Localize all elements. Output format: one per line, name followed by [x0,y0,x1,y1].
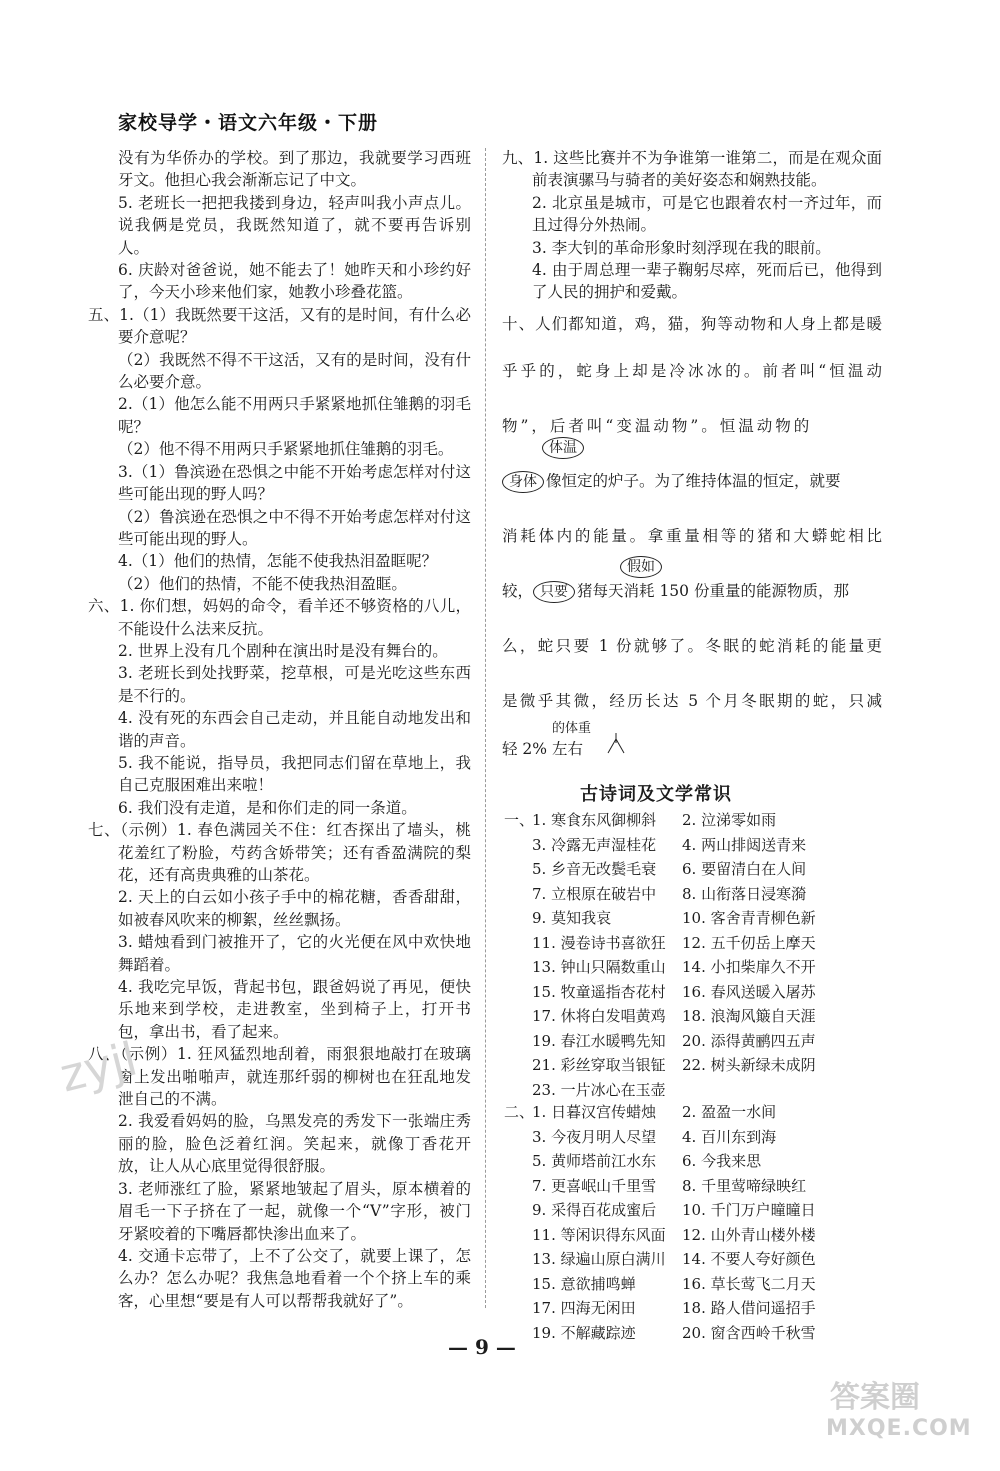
poem-answer: 6. 今我来思 [682,1152,762,1170]
poem-row [504,857,816,882]
poem-row [504,931,816,956]
paragraph: 没有为华侨办的学校。到了那边，我就要学习西班牙文。他担心我会渐渐忘记了中文。 [118,149,471,190]
poem-answer: 14. 不要人夸好颜色 [682,1250,816,1268]
poem-answer: 16. 草长莺飞二月天 [682,1274,816,1293]
paragraph: 2. 北京虽是城市，可是它也跟着农村一齐过年，而且过得分外热闹。 [532,193,882,235]
essay-text: 像恒定的炉子。为了维持体温的恒定，就要 [546,471,841,490]
poem-row [504,1004,816,1029]
poem-row [504,1053,816,1078]
paragraph: 七、（示例）1. 春色满园关不住：红杏探出了墙头，桃花羞红了粉脸，芍药含娇带笑；还有香盈满院的梨花，还有高贵典雅的山茶花。 [88,821,471,884]
poem-answer: 23. 一片冰心在玉壶 [532,1080,666,1099]
essay-row: 十、人们都知道，鸡，猫，狗等动物和人身上都是暖 [502,314,882,333]
paragraph: （2）我既然不得不干这活，又有的是时间，没有什么必要介意。 [118,350,471,392]
paragraph: 2. 天上的白云如小孩子手中的棉花糖，香香甜甜，如被春风吹来的柳絮，丝丝飘扬。 [118,888,471,929]
correction-circle: 身体 [502,471,544,493]
poem-answer: 21. 彩丝穿取当银钲 [532,1056,666,1074]
essay-text: 物”，后者叫“变温动物”。恒温动物的 [502,416,813,435]
left-column [88,147,471,1312]
paragraph: 九、1. 这些比赛并不为争谁第一谁第二，而是在观众面前表演骡马与骑者的美好姿态和娴熟技能。 [502,149,882,190]
essay-text: 猪每天消耗 150 份重量的能源物质，那 [577,581,849,600]
paragraph: 五、1.（1）我既然要干这活，又有的是时间，有什么必要介意呢？ [88,305,471,347]
watermark-url: MXQE.COM [826,1416,972,1441]
poem-answer: 11. 漫卷诗书喜欲狂 [532,933,666,952]
paragraph: （2）他们的热情，不能不使我热泪盈眶。 [118,574,407,593]
poem-row [504,980,816,1005]
poem-answer: 15. 意欲捕鸣蝉 [532,1274,636,1293]
paragraph: 6. 我们没有走道，是和你们走的同一条道。 [118,798,417,817]
watermark-corner: zyjl [54,1031,143,1103]
paragraph: 2. 世界上没有几个剧种在演出时是没有舞台的。 [118,641,448,660]
poem-row [504,1321,816,1346]
poem-row [504,833,816,858]
paragraph: 八、（示例）1. 狂风猛烈地刮着，雨狠狠地敲打在玻璃窗上发出啪啪声，就连那纤弱的柳树也在狂乱地发泄自己的不满。 [88,1045,471,1109]
paragraph: 4.（1）他们的热情，怎能不使我热泪盈眶呢？ [118,552,438,571]
poem-row [504,1149,816,1174]
poem-answer: 17. 四海无闲田 [532,1299,636,1317]
poem-answers-2 [504,1100,816,1345]
poem-answer: 5. 乡音无改鬓毛衰 [532,860,657,878]
poem-answer: 3. 今夜月明人尽望 [532,1127,657,1146]
paragraph: 3.（1）鲁滨逊在恐惧之中能不开始考虑怎样对付这些可能出现的野人吗？ [118,462,471,504]
page-header: 家校导学・语文六年级・下册 [118,112,379,134]
poem-answer: 12. 五千仞岳上摩天 [682,933,816,952]
poem-row [504,1296,816,1321]
paragraph: 4. 由于周总理一辈子鞠躬尽瘁，死而后已，他得到了人民的拥护和爱戴。 [532,261,882,302]
poem-answer: 4. 两山排闼送青来 [682,835,807,854]
poem-answer: 13. 钟山只隔数重山 [532,958,666,976]
paragraph: 5. 老班长一把把我搂到身边，轻声叫我小声点儿。说我俩是党员，我既然知道了，就不要再告诉别人。 [118,193,471,257]
section-title: 古诗词及文学常识 [580,784,732,805]
poem-answer: 2. 泣涕零如雨 [682,811,777,829]
poem-answer: 22. 树头新绿未成阴 [682,1056,816,1074]
essay-row [502,399,882,454]
paragraph: 六、1. 你们想，妈妈的命令，看羊还不够资格的八儿，不能设什么法来反抗。 [88,597,471,638]
paragraph: 4. 我吃完早饭，背起书包，跟爸妈说了再见，便快乐地来到学校，走进教室，坐到椅子上，打开书包，拿出书，看了起来。 [118,978,471,1041]
paragraph: 3. 李大钊的革命形象时刻浮现在我的眼前。 [532,238,831,257]
poem-row [504,1029,816,1054]
poem-row [504,1100,816,1125]
page-number: — 9 — [448,1335,516,1359]
essay-row: 消耗体内的能量。拿重量相等的猪和大蟒蛇相比 [502,526,882,545]
right-column [502,147,882,769]
poem-answers-1 [504,808,816,1102]
correction-circle: 体温 [542,437,584,459]
poem-answer: 9. 莫知我哀 [532,909,612,927]
paragraph: 4. 交通卡忘带了，上不了公交了，就要上课了，怎么办？怎么办呢？我焦急地看着一个个挤上车的乘客，心里想“要是有人可以帮帮我就好了”。 [118,1246,471,1310]
poem-answer: 4. 百川东到海 [682,1127,777,1146]
correction-circle: 假如 [620,556,662,578]
poem-answer: 9. 采得百花成蜜后 [532,1201,657,1219]
paragraph: 2. 我爱看妈妈的脸，乌黑发亮的秀发下一张端庄秀丽的脸，脸色泛着红润。笑起来，就像丁香花开放，让人从心底里觉得很舒服。 [118,1112,471,1176]
paragraph: （2）他不得不用两只手紧紧地抓住雏鹅的羽毛。 [118,440,454,459]
essay-text: 较， [502,581,534,600]
part-label: 二、 [504,1103,535,1121]
poem-answer: 17. 休将白发唱黄鸡 [532,1007,666,1025]
essay-row [502,558,882,619]
essay-row: 乎乎的，蛇身上却是冷冰冰的。前者叫“恒温动 [502,361,882,380]
poem-row [504,882,816,907]
poem-answer: 19. 不解藏踪迹 [532,1323,636,1342]
poem-answer: 3. 冷露无声湿桂花 [532,835,657,854]
poem-answer: 8. 山衔落日浸寒漪 [682,884,807,903]
poem-answer: 15. 牧童遥指杏花村 [532,982,666,1001]
poem-answer: 20. 添得黄鹂四五声 [682,1031,816,1050]
paragraph: 4. 没有死的东西会自己走动，并且能自动地发出和谐的声音。 [118,709,471,750]
poem-answer: 18. 路人借问遥招手 [682,1299,816,1317]
poem-answer: 6. 要留清白在人间 [682,860,807,878]
poem-row [504,808,816,833]
poem-answer: 19. 春江水暖鸭先知 [532,1031,666,1050]
poem-answer: 14. 小扣柴扉久不开 [682,958,816,976]
paragraph: 3. 老师涨红了脸，紧紧地皱起了眉头，原本横着的眉毛一下子挤在了一起，就像一个“V”字形，被门牙紧咬着的下嘴唇都快渗出血来了。 [118,1179,471,1243]
insert-mark-icon [606,733,636,763]
essay-row [502,720,882,769]
paragraph: （2）鲁滨逊在恐惧之中不得不开始考虑怎样对付这些可能出现的野人。 [118,507,471,548]
poem-answer: 10. 千门万户曈曈日 [682,1201,816,1219]
poem-row [504,1198,816,1223]
inserted-text: 的体重 [552,720,592,736]
poem-answer: 10. 客舍青青柳色新 [682,909,816,927]
watermark-brand: 答案圈 [830,1380,920,1415]
poem-row [504,906,816,931]
poem-answer: 18. 浪淘风簸自天涯 [682,1007,816,1025]
poem-row [504,1247,816,1272]
poem-row [504,1125,816,1150]
poem-row [504,1174,816,1199]
poem-answer: 12. 山外青山楼外楼 [682,1225,816,1244]
paragraph: 3. 老班长到处找野菜，挖草根，可是光吃这些东西是不行的。 [118,664,471,705]
poem-answer: 2. 盈盈一水间 [682,1103,777,1121]
poem-answer: 7. 立根原在破岩中 [532,884,657,903]
part-label: 一、 [504,811,535,829]
divider [485,148,486,1308]
paragraph: 3. 蜡烛看到门被推开了，它的火光便在风中欢快地舞蹈着。 [118,933,471,974]
poem-answer: 1. 日暮汉宫传蜡烛 [532,1103,657,1121]
poem-answer: 8. 千里莺啼绿映红 [682,1176,807,1195]
poem-answer: 5. 黄师塔前江水东 [532,1152,657,1170]
poem-answer: 20. 窗含西岭千秋雪 [682,1323,816,1342]
essay-correction [502,304,882,769]
poem-answer: 16. 春风送暖入屠苏 [682,982,816,1001]
poem-row [504,1272,816,1297]
essay-text: 轻 2% 左右 [502,739,583,758]
poem-answer: 7. 更喜岷山千里雪 [532,1176,657,1195]
poem-row [504,955,816,980]
paragraph: 2.（1）他怎么能不用两只手紧紧地抓住雏鹅的羽毛呢？ [118,395,471,436]
essay-row: 么，蛇只要 1 份就够了。冬眠的蛇消耗的能量更 [502,636,882,655]
poem-answer: 13. 绿遍山原白满川 [532,1250,666,1268]
correction-circle: 只要 [533,581,575,603]
paragraph: 6. 庆龄对爸爸说，她不能去了！她昨天和小珍约好了，今天小珍来他们家，她教小珍叠花篮。 [118,261,471,302]
poem-answer: 1. 寒食东风御柳斜 [532,811,657,829]
poem-answer: 11. 等闲识得东风面 [532,1225,666,1244]
paragraph: 5. 我不能说，指导员，我把同志们留在草地上，我自己克服困难出来啦！ [118,753,471,795]
poem-row [504,1078,816,1103]
poem-row [504,1223,816,1248]
essay-row: 是微乎其微，经历长达 5 个月冬眠期的蛇，只减 [502,691,882,710]
essay-row [502,454,882,509]
